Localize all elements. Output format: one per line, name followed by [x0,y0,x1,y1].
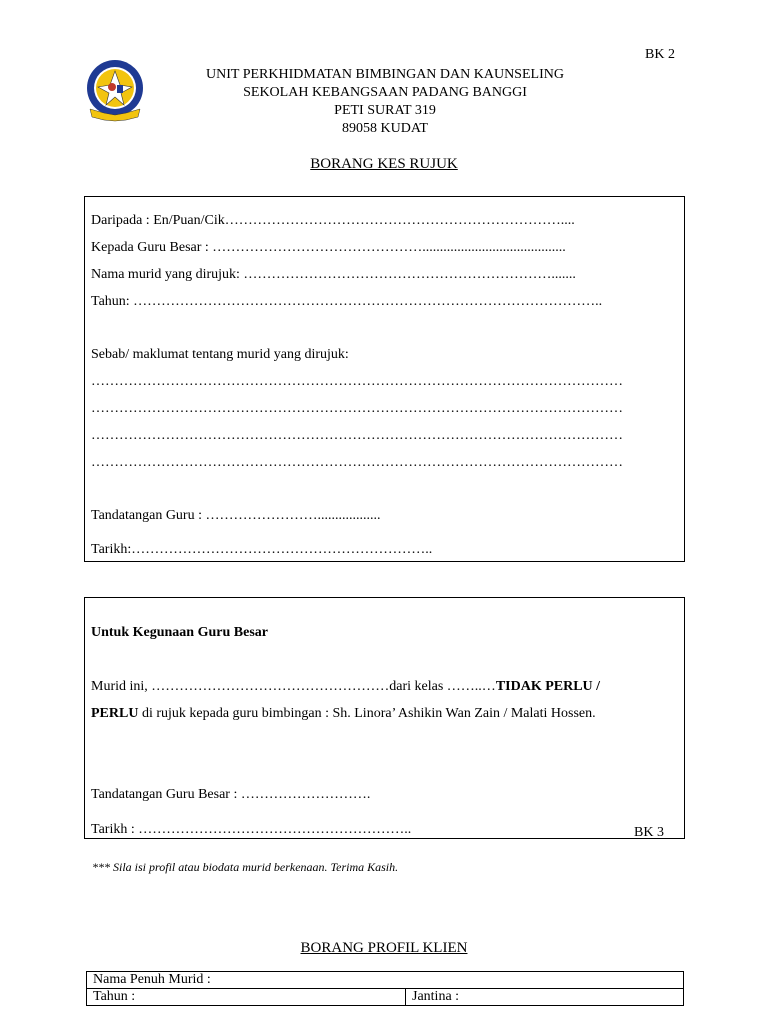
document-code-bk3: BK 3 [634,825,664,840]
form-title-kes-rujuk: BORANG KES RUJUK [310,156,458,172]
blank-line: …………………………………………………………………………………………………… [91,455,623,470]
headmaster-heading-text: Untuk Kegunaan Guru Besar [91,625,268,640]
field-rujuk [91,706,596,722]
header-po-box: PETI SURAT 319 [334,103,436,118]
profile-table [86,971,684,1006]
field-nama-murid: Nama murid yang dirujuk: …………………………………………………………....... [91,267,576,282]
header-postcode-city: 89058 KUDAT [342,121,428,136]
blank-line: …………………………………………………………………………………………………… [91,428,623,443]
headmaster-section-heading [91,625,268,641]
cell-jantina: Jantina : [406,989,684,1006]
referral-form-box [84,196,685,562]
field-tarikh: Tarikh:……………………………………………………….. [91,542,433,557]
field-murid-ini [91,679,600,695]
header-unit-name: UNIT PERKHIDMATAN BIMBINGAN DAN KAUNSELING [206,67,564,82]
header-school-name: SEKOLAH KEBANGSAAN PADANG BANGGI [243,85,527,100]
murid-kelas-text: Murid ini, ……………………………………………dari kelas ……..… [91,679,496,694]
field-kepada-guru-besar: Kepada Guru Besar : ………………………………………......................................... [91,240,566,255]
field-tahun: Tahun: ……………………………………………………………………………………….. [91,294,603,309]
blank-line: …………………………………………………………………………………………………… [91,374,623,389]
form-title-profil-klien: BORANG PROFIL KLIEN [300,940,468,956]
blank-line: …………………………………………………………………………………………………… [91,401,623,416]
field-tandatangan-guru-besar: Tandatangan Guru Besar : ………………………. [91,787,371,802]
cell-tahun: Tahun : [87,989,406,1006]
field-tarikh-guru-besar: Tarikh : ………………………………………………….. [91,822,412,837]
school-header [150,66,620,138]
field-sebab-label: Sebab/ maklumat tentang murid yang dirujuk: [91,347,349,362]
rujuk-text: di rujuk kepada guru bimbingan : Sh. Linora’ Ashikin Wan Zain / Malati Hossen. [138,706,596,721]
cell-nama-penuh: Nama Penuh Murid : [87,972,684,989]
profile-table-wrapper [86,971,684,1006]
document-code-bk2: BK 2 [645,47,675,62]
field-daripada: Daripada : En/Puan/Cik……………………………………………………………….... [91,213,575,228]
school-crest-icon [82,57,148,123]
table-row [87,972,684,989]
headmaster-use-box [84,597,685,839]
profile-note: *** Sila isi profil atau biodata murid berkenaan. Terima Kasih. [92,860,399,874]
field-tandatangan-guru: Tandatangan Guru : …………………….................. [91,508,381,523]
table-row [87,989,684,1006]
perlu-option: PERLU [91,706,139,721]
tidak-perlu-option: TIDAK PERLU / [495,679,601,694]
